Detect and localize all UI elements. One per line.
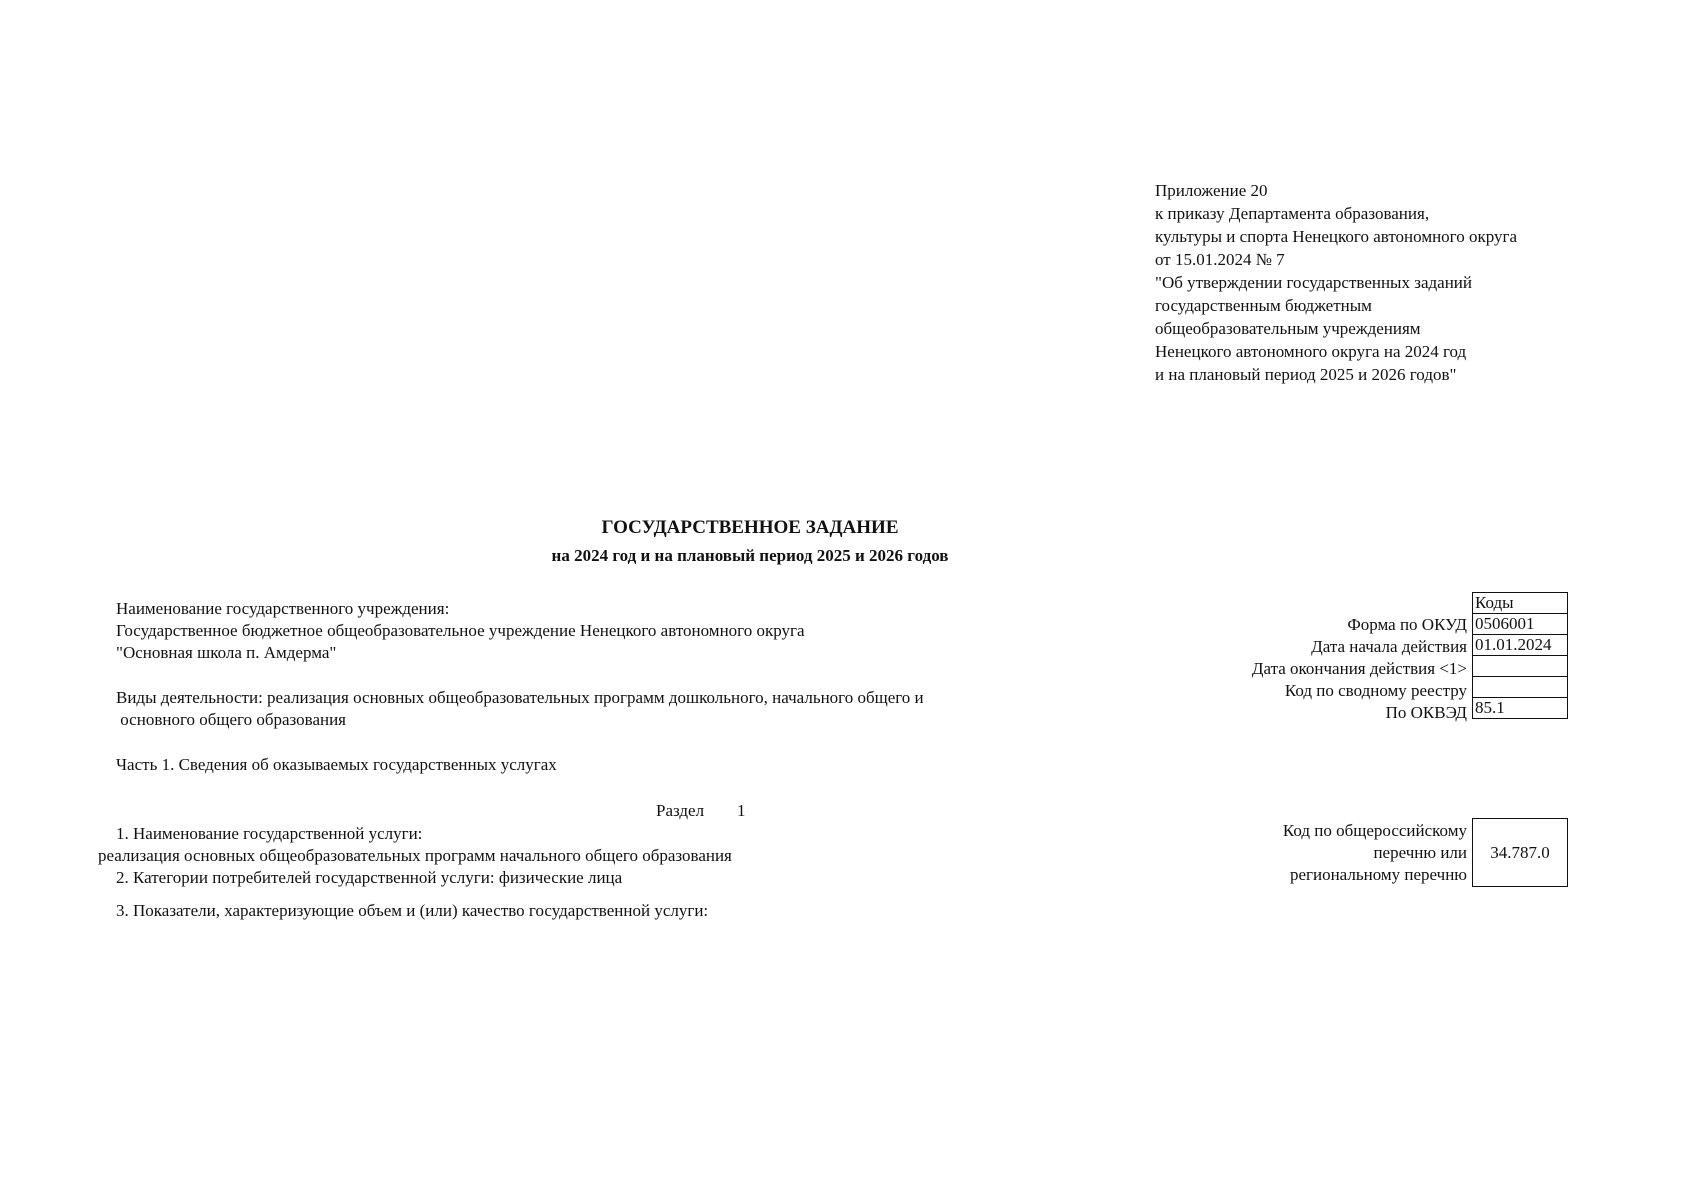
appendix-line: Приложение 20 bbox=[1155, 181, 1268, 200]
codes-labels bbox=[1252, 614, 1467, 724]
institution-label: Наименование государственного учреждения: bbox=[116, 599, 450, 618]
service-name-value: реализация основных общеобразовательных программ начального общего образования bbox=[98, 846, 732, 865]
institution-name-line1: Государственное бюджетное общеобразовательное учреждение Ненецкого автономного округа bbox=[116, 621, 805, 640]
appendix-line: "Об утверждении государственных заданий bbox=[1155, 273, 1472, 292]
codes-table bbox=[1472, 592, 1568, 719]
codes-header: Коды bbox=[1473, 593, 1568, 614]
appendix-line: культуры и спорта Ненецкого автономного округа bbox=[1155, 227, 1518, 246]
service-code-label-line: региональному перечню bbox=[1289, 865, 1467, 884]
section-label: Раздел bbox=[656, 801, 705, 820]
service-name-label: 1. Наименование государственной услуги: bbox=[116, 824, 423, 843]
appendix-line: государственным бюджетным bbox=[1155, 296, 1372, 315]
code-value-okud: 0506001 bbox=[1473, 614, 1568, 635]
code-value-end-date bbox=[1473, 656, 1568, 677]
code-value-okved: 85.1 bbox=[1473, 698, 1568, 719]
appendix-line: общеобразовательным учреждениям bbox=[1155, 319, 1421, 338]
code-value-registry bbox=[1473, 677, 1568, 698]
appendix-block bbox=[1155, 179, 1517, 386]
indicators-heading: 3. Показатели, характеризующие объем и (или) качество государственной услуги: bbox=[116, 901, 709, 920]
consumer-category: 2. Категории потребителей государственной услуги: физические лица bbox=[116, 868, 623, 887]
service-code-label-line: Код по общероссийскому bbox=[1282, 821, 1467, 840]
appendix-line: от 15.01.2024 № 7 bbox=[1155, 250, 1285, 269]
service-code-label-line: перечню или bbox=[1373, 843, 1467, 862]
appendix-line: и на плановый период 2025 и 2026 годов" bbox=[1155, 365, 1457, 384]
activity-line1: Виды деятельности: реализация основных общеобразовательных программ дошкольного, начального общего и bbox=[116, 688, 924, 707]
code-value-start-date: 01.01.2024 bbox=[1473, 635, 1568, 656]
document-subtitle: на 2024 год и на плановый период 2025 и 2026 годов bbox=[551, 546, 949, 565]
code-label-start-date: Дата начала действия bbox=[1311, 637, 1467, 656]
part1-title: Часть 1. Сведения об оказываемых государственных услугах bbox=[116, 755, 557, 774]
code-label-registry: Код по сводному реестру bbox=[1284, 681, 1467, 700]
section-number: 1 bbox=[737, 801, 746, 820]
institution-name-line2: "Основная школа п. Амдерма" bbox=[116, 643, 337, 662]
code-label-okud: Форма по ОКУД bbox=[1347, 615, 1467, 634]
appendix-line: Ненецкого автономного округа на 2024 год bbox=[1155, 342, 1467, 361]
activity-line2: основного общего образования bbox=[116, 710, 346, 729]
document-title: ГОСУДАРСТВЕННОЕ ЗАДАНИЕ bbox=[601, 517, 899, 538]
code-label-okved: По ОКВЭД bbox=[1385, 703, 1467, 722]
code-label-end-date: Дата окончания действия <1> bbox=[1251, 659, 1467, 678]
appendix-line: к приказу Департамента образования, bbox=[1155, 204, 1430, 223]
service-code-value: 34.787.0 bbox=[1490, 842, 1550, 862]
service-code-box bbox=[1472, 818, 1568, 887]
service-code-labels bbox=[1283, 820, 1467, 886]
